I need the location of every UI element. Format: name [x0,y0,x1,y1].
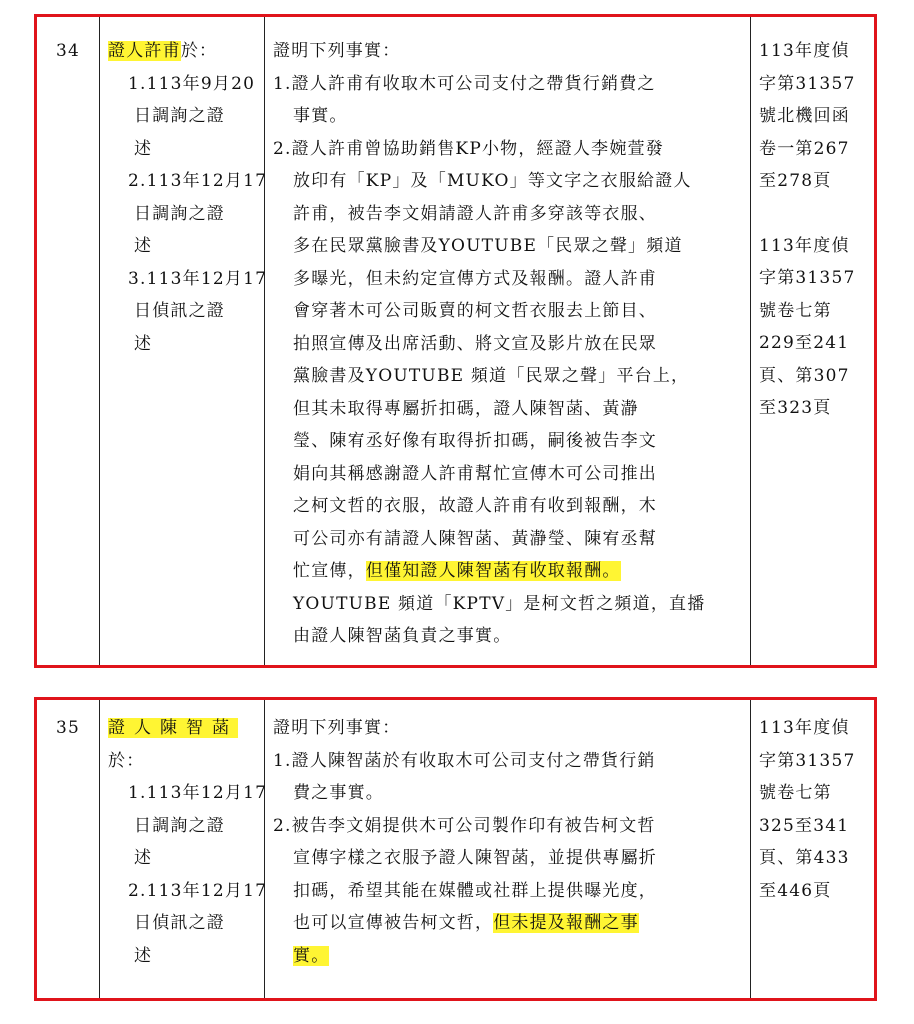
witness-line: 3.113年12月17 [128,268,268,289]
reference-column [753,17,877,665]
reference-line: 頁、第433 [759,848,850,868]
witness-name: 證人許甫 [108,41,181,61]
fact-line: 之柯文哲的衣服，故證人許甫有收到報酬，木 [293,496,657,516]
table-row [37,700,874,998]
witness-line: 述 [134,848,153,868]
fact-line: 費之事實。 [293,783,384,803]
fact-line: 事實。 [293,106,348,126]
witness-line: 述 [134,236,153,256]
column-divider [750,17,751,665]
fact-line: 黨臉書及YOUTUBE 頻道「民眾之聲」平台上， [293,366,690,386]
fact-line [273,940,746,973]
witness-line: 日調詢之證 [134,815,225,836]
fact-header: 證明下列事實： [273,718,401,738]
witness-suffix: 於： [180,41,218,61]
entry-number: 34 [55,41,81,61]
reference-line: 字第31357 [759,750,856,771]
fact-line: 多在民眾黨臉書及YOUTUBE「民眾之聲」頻道 [293,236,683,256]
witness-line: 日調詢之證 [134,106,225,126]
column-divider [750,700,751,998]
fact-line: 由證人陳智菡負責之事實。 [293,626,512,646]
column-divider [99,700,100,998]
fact-line: 許甫，被告李文娟請證人許甫多穿該等衣服、 [293,203,657,224]
entry-34-frame [34,14,877,668]
witness-column [102,17,268,665]
witness-line: 2.113年12月17 [128,171,268,191]
facts-column [267,700,750,998]
fact-line: 宣傳字樣之衣服予證人陳智菡，並提供專屬折 [293,848,657,868]
reference-line: 至323頁 [759,398,832,418]
fact-line: 會穿著木可公司販賣的柯文哲衣服去上節目、 [293,301,657,321]
reference-line: 至278頁 [759,171,832,191]
column-divider [264,700,265,998]
fact-line: 拍照宣傳及出席活動、將文宣及影片放在民眾 [293,333,657,354]
witness-line: 日偵訊之證 [134,913,225,933]
reference-line: 229至241 [759,333,850,353]
witness-line: 述 [134,333,153,354]
reference-line: 字第31357 [759,268,856,288]
witness-line: 日偵訊之證 [134,301,225,321]
reference-line: 號卷七第 [759,300,832,321]
fact-line: 2.被告李文娟提供木可公司製作印有被告柯文哲 [273,815,656,836]
fact-line: 多曝光，但未約定宣傳方式及報酬。證人許甫 [293,268,657,289]
reference-line: 113年度偵 [759,41,850,61]
highlighted-text: 但僅知證人陳智菡有收取報酬。 [365,561,621,581]
highlighted-text: 實。 [293,945,330,966]
table-row [37,17,874,665]
fact-line: 但其未取得專屬折扣碼，證人陳智菡、黃瀞 [293,398,639,419]
column-divider [264,17,265,665]
witness-line: 1.113年12月17 [128,783,268,803]
reference-line: 號卷七第 [759,783,832,803]
reference-line: 號北機回函 [759,106,850,126]
reference-column [753,700,877,998]
fact-line: 扣碼，希望其能在媒體或社群上提供曝光度， [293,880,657,901]
facts-column [267,17,750,665]
fact-line: 瑩、陳宥丞好像有取得折扣碼，嗣後被告李文 [293,431,657,451]
fact-line: 2.證人許甫曾協助銷售KP小物，經證人李婉萱發 [273,138,664,159]
witness-line: 2.113年12月17 [128,880,268,901]
reference-line: 113年度偵 [759,235,850,256]
reference-line: 113年度偵 [759,718,850,738]
fact-line: 也可以宣傳被告柯文哲，但未提及報酬之事 [293,913,639,933]
fact-line: 可公司亦有請證人陳智菡、黃瀞瑩、陳宥丞幫 [293,528,657,549]
entry-35-frame [34,697,877,1001]
witness-line: 日調詢之證 [134,203,225,224]
reference-line: 卷一第267 [759,138,850,159]
witness-line: 1.113年9月20 [128,73,256,94]
fact-header: 證明下列事實： [273,41,401,61]
reference-line: 字第31357 [759,73,856,94]
column-divider [99,17,100,665]
fact-line: 忙宣傳，但僅知證人陳智菡有收取報酬。 [293,561,621,581]
reference-line: 至446頁 [759,880,832,901]
witness-line: 述 [134,138,153,159]
witness-name: 證人陳智菡 [108,718,238,738]
fact-line: 1.證人陳智菡於有收取木可公司支付之帶貨行銷 [273,750,656,771]
fact-line: 娟向其稱感謝證人許甫幫忙宣傳木可公司推出 [293,463,657,484]
witness-suffix: 於： [108,750,145,771]
fact-line: 1.證人許甫有收取木可公司支付之帶貨行銷費之 [273,73,656,94]
reference-line: 頁、第307 [759,365,850,386]
witness-line: 述 [134,945,153,966]
fact-line: 放印有「KP」及「MUKO」等文字之衣服給證人 [293,171,692,191]
highlighted-text: 但未提及報酬之事 [493,913,639,933]
fact-line: YOUTUBE 頻道「KPTV」是柯文哲之頻道，直播 [293,593,706,614]
reference-line: 325至341 [759,815,850,836]
witness-column [102,700,268,998]
entry-number: 35 [55,718,81,738]
